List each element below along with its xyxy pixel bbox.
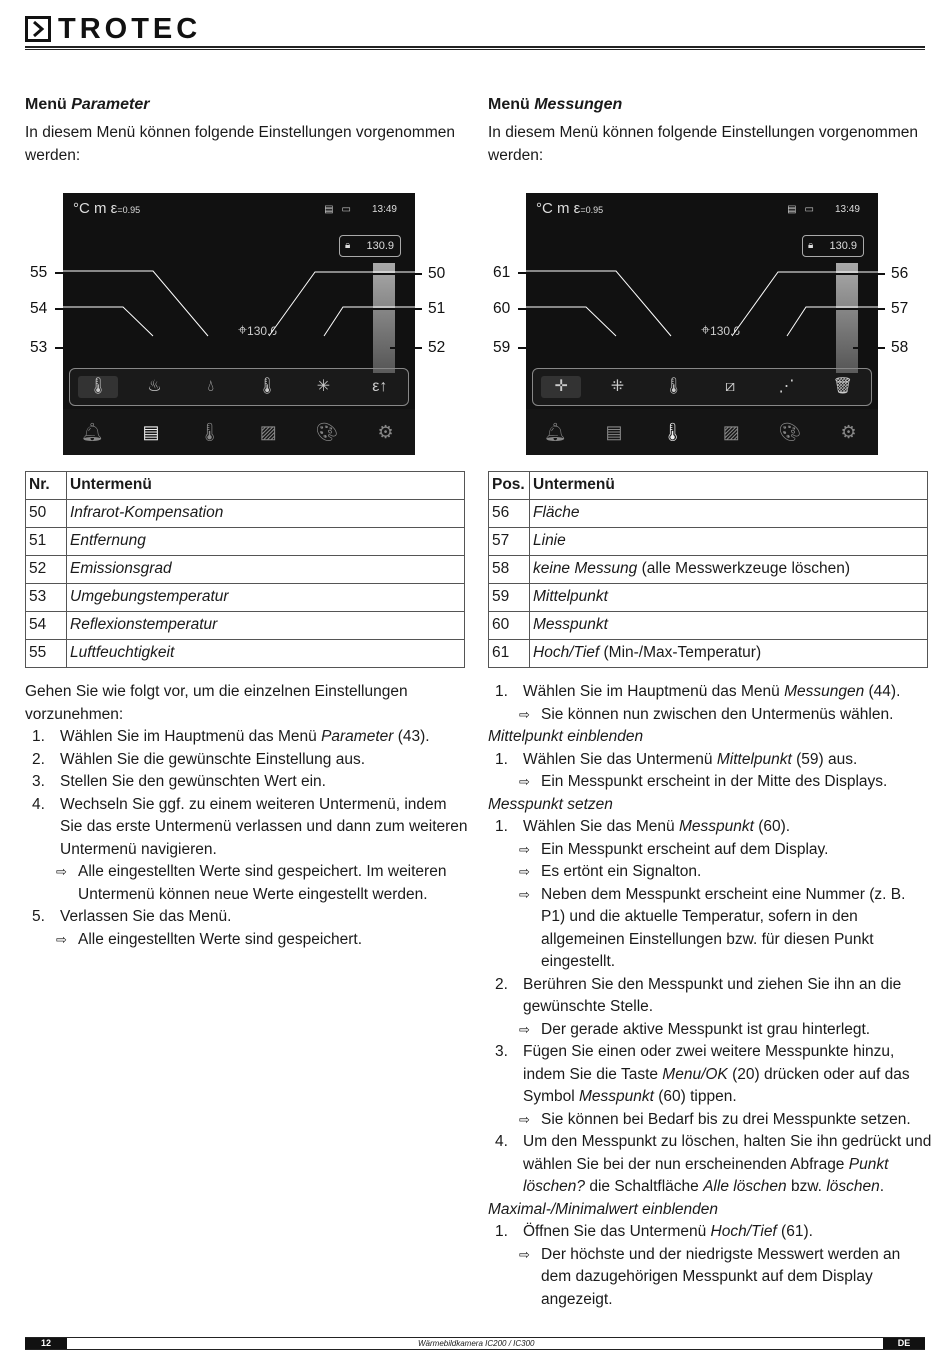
device-screenshot — [25, 167, 465, 452]
infrared-icon[interactable]: ✳ — [316, 377, 331, 395]
callout-lines — [488, 167, 928, 452]
page-number: 12 — [25, 1338, 67, 1349]
step-result: ⇨ Der höchste und der niedrigste Messwert werden an dem dazugehörigen Messpunkt auf dem Display angezeigt. — [519, 1245, 901, 1308]
table-row — [489, 612, 928, 640]
row-label: Mittelpunkt — [530, 584, 928, 612]
table-row — [489, 640, 928, 668]
left-instructions — [25, 681, 470, 951]
lock-icon: 🔒︎ — [345, 240, 351, 251]
crosshair-readout: ⌖130.6 — [701, 322, 741, 339]
callout-label: 52 — [428, 339, 446, 356]
header-nr: Nr. — [26, 472, 67, 500]
callout-label: 60 — [493, 300, 511, 317]
result-arrow-icon: ⇨ — [519, 864, 530, 879]
row-nr: 56 — [489, 500, 530, 528]
step-result: ⇨ Der gerade aktive Messpunkt ist grau hinterlegt. — [488, 1019, 933, 1042]
row-label: keine Messung (alle Messwerkzeuge löschen) — [530, 556, 928, 584]
hi-lo-icon[interactable]: 🌡︎ — [663, 377, 684, 395]
callout-label: 54 — [30, 300, 48, 317]
area-icon[interactable]: ⧄ — [725, 377, 736, 395]
table-header-row — [489, 472, 928, 500]
row-nr: 50 — [26, 500, 67, 528]
device-screenshot — [488, 167, 928, 452]
thermometer-icon[interactable]: 🌡︎ — [661, 421, 685, 442]
row-nr: 52 — [26, 556, 67, 584]
clock: 13:49 — [371, 204, 397, 215]
crosshair-icon: ⌖ — [238, 322, 248, 339]
row-nr: 57 — [489, 528, 530, 556]
parameter-icon[interactable]: ▤ — [605, 421, 623, 442]
image-icon[interactable]: ▨ — [722, 421, 740, 442]
step-result: ⇨ Neben dem Messpunkt erscheint eine Nummer (z. B. P1) und die aktuelle Temperatur, sofern in den allgemeinen Einstellungen bzw. für diesen Punkt eingestellt. — [519, 885, 906, 970]
step-2: 2. Berühren Sie den Messpunkt und ziehen Sie ihn an die gewünschte Stelle. — [495, 975, 902, 1015]
left-column — [25, 94, 465, 452]
status-units: °C m ε=0.95 — [73, 200, 141, 217]
settings-icon[interactable]: ⚙ — [377, 421, 394, 442]
step-1: 1. Wählen Sie im Hauptmenü das Menü Messungen (44). — [495, 683, 901, 700]
result-arrow-icon: ⇨ — [519, 841, 530, 857]
row-label: Linie — [530, 528, 928, 556]
clock: 13:49 — [834, 204, 860, 215]
row-label: Emissionsgrad — [67, 556, 465, 584]
status-units: °C m ε=0.95 — [536, 200, 604, 217]
row-label: Infrarot-Kompensation — [67, 500, 465, 528]
callout-label: 59 — [493, 339, 511, 356]
lock-icon: 🔒︎ — [808, 240, 814, 251]
step-4: 4. Um den Messpunkt zu löschen, halten Sie ihn gedrückt und wählen Sie bei der nun erscheinenden Abfrage Punkt löschen? die Schaltfläche Alle löschen bzw. löschen. — [495, 1133, 932, 1195]
callout-label: 55 — [30, 264, 48, 281]
header-pos: Pos. — [489, 472, 530, 500]
intro-text: In diesem Menü können folgende Einstellungen vorgenommen werden: — [488, 124, 918, 164]
row-label: Entfernung — [67, 528, 465, 556]
palette-icon[interactable]: 🎨︎ — [778, 421, 802, 442]
callout-label: 56 — [891, 265, 909, 282]
result-arrow-icon: ⇨ — [519, 1246, 530, 1262]
result-arrow-icon: ⇨ — [519, 1111, 530, 1127]
page-header — [25, 13, 925, 52]
instructions-intro: Gehen Sie wie folgt vor, um die einzelnen Einstellungen vorzunehmen: — [25, 683, 408, 723]
crosshair-readout: ⌖130.6 — [238, 322, 278, 339]
result-arrow-icon: ⇨ — [56, 931, 67, 947]
trash-icon[interactable]: 🗑︎ — [832, 377, 853, 395]
step-4: 4. Wechseln Sie ggf. zu einem weiteren Untermenü, indem Sie das erste Untermenü verlassen und dann zum weiteren Untermenü navigieren. — [32, 795, 468, 858]
step-1: 1. Wählen Sie das Menü Messpunkt (60). — [495, 818, 791, 835]
right-instructions — [488, 681, 933, 1311]
step-5: 5. Verlassen Sie das Menü. — [32, 908, 232, 925]
step-3: 3. Fügen Sie einen oder zwei weitere Messpunkte hinzu, indem Sie die Taste Menu/OK (20) drücken oder auf das Symbol Messpunkt (60) tippen. — [495, 1043, 910, 1105]
language-badge: DE — [883, 1338, 925, 1349]
page-footer — [25, 1337, 925, 1350]
ambient-temp-icon[interactable]: 🌡︎ — [256, 377, 278, 395]
emissivity-icon[interactable]: ε↑ — [372, 377, 388, 395]
row-nr: 53 — [26, 584, 67, 612]
row-nr: 60 — [489, 612, 530, 640]
step-1-result: ⇨ Sie können nun zwischen den Untermenüs wählen. — [488, 704, 933, 727]
submenu-table-messungen — [488, 471, 928, 668]
table-row — [489, 500, 928, 528]
palette-icon[interactable]: 🎨︎ — [315, 421, 339, 442]
table-row — [489, 556, 928, 584]
row-nr: 54 — [26, 612, 67, 640]
row-label: Reflexionstemperatur — [67, 612, 465, 640]
logo-mark — [25, 16, 51, 42]
row-nr: 51 — [26, 528, 67, 556]
header-untermenu: Untermenü — [530, 472, 928, 500]
row-label: Messpunkt — [530, 612, 928, 640]
crosshair-icon: ⌖ — [701, 322, 711, 339]
thermometer-icon[interactable]: 🌡︎ — [198, 421, 222, 442]
bell-icon[interactable]: 🔔︎ — [543, 421, 567, 442]
table-row — [489, 528, 928, 556]
step-result: ⇨ Es ertönt ein Signalton. — [488, 861, 933, 884]
row-label: Luftfeuchtigkeit — [67, 640, 465, 668]
submenu-table-parameter — [25, 471, 465, 668]
step-4-result: ⇨ Alle eingestellten Werte sind gespeichert. Im weiteren Untermenü können neue Werte eingestellt werden. — [56, 863, 447, 903]
section-heading-mittelpunkt: Mittelpunkt einblenden — [488, 728, 644, 745]
header-rule — [25, 46, 925, 50]
reflection-icon[interactable]: ♨ — [147, 377, 162, 395]
spot-icon[interactable]: ⁜ — [610, 377, 625, 395]
lock-value: 🔒︎ 130.9 — [802, 235, 864, 257]
step-5-result: ⇨ Alle eingestellten Werte sind gespeichert. — [25, 929, 470, 952]
menu-title-parameter: Menü Parameter — [25, 96, 150, 113]
bell-icon[interactable]: 🔔︎ — [80, 421, 104, 442]
line-icon[interactable]: ⋰ — [778, 377, 795, 395]
result-arrow-icon: ⇨ — [519, 1021, 530, 1037]
callout-label: 53 — [30, 339, 48, 356]
step-2: 2. Wählen Sie die gewünschte Einstellung aus. — [32, 750, 366, 768]
step-1: 1. Wählen Sie im Hauptmenü das Menü Parameter (43). — [32, 728, 430, 745]
step-1: 1. Wählen Sie das Untermenü Mittelpunkt (59) aus. — [495, 750, 858, 768]
callout-label: 61 — [493, 264, 511, 281]
result-arrow-icon: ⇨ — [519, 706, 530, 722]
row-label: Umgebungstemperatur — [67, 584, 465, 612]
table-row — [26, 612, 465, 640]
table-row — [26, 500, 465, 528]
logo-text: TROTEC — [58, 13, 202, 45]
humidity-icon[interactable]: 💧︎ — [207, 377, 215, 395]
row-nr: 55 — [26, 640, 67, 668]
header-untermenu: Untermenü — [67, 472, 465, 500]
row-label: Hoch/Tief (Min-/Max-Temperatur) — [530, 640, 928, 668]
callout-label: 50 — [428, 265, 446, 282]
image-icon[interactable]: ▨ — [259, 421, 277, 442]
menu-title-messungen: Menü Messungen — [488, 96, 623, 113]
sd-battery-icons: ▤▭ — [324, 204, 359, 215]
step-1: 1. Öffnen Sie das Untermenü Hoch/Tief (61). — [495, 1223, 813, 1240]
table-row — [489, 584, 928, 612]
table-row — [26, 584, 465, 612]
lock-value: 🔒︎ 130.9 — [339, 235, 401, 257]
settings-icon[interactable]: ⚙ — [840, 421, 857, 442]
result-arrow-icon: ⇨ — [519, 774, 530, 789]
section-heading-maxmin: Maximal-/Minimalwert einblenden — [488, 1200, 719, 1218]
step-result: ⇨ Sie können bei Bedarf bis zu drei Messpunkte setzen. — [488, 1109, 933, 1132]
center-point-icon[interactable]: ✛ — [541, 376, 581, 399]
callout-label: 51 — [428, 300, 446, 317]
row-nr: 61 — [489, 640, 530, 668]
intro-text: In diesem Menü können folgende Einstellungen vorgenommen werden: — [25, 124, 455, 164]
row-nr: 59 — [489, 584, 530, 612]
right-column — [488, 94, 928, 452]
callout-label: 57 — [891, 300, 909, 317]
footer-title: Wärmebildkamera IC200 / IC300 — [418, 1339, 535, 1348]
parameter-icon[interactable]: ▤ — [142, 421, 160, 442]
callout-lines — [25, 167, 465, 452]
row-label: Fläche — [530, 500, 928, 528]
result-arrow-icon: ⇨ — [56, 864, 67, 879]
row-nr: 58 — [489, 556, 530, 584]
callout-label: 58 — [891, 339, 909, 356]
sd-battery-icons: ▤▭ — [787, 204, 822, 215]
step-result: ⇨ Ein Messpunkt erscheint in der Mitte des Displays. — [488, 771, 933, 794]
table-row — [26, 556, 465, 584]
step-result: ⇨ Ein Messpunkt erscheint auf dem Display. — [488, 839, 933, 862]
table-header-row — [26, 472, 465, 500]
table-row — [26, 528, 465, 556]
section-heading-messpunkt: Messpunkt setzen — [488, 795, 613, 813]
thermometer-icon[interactable]: 🌡︎ — [78, 376, 118, 399]
result-arrow-icon: ⇨ — [519, 886, 530, 902]
table-row — [26, 640, 465, 668]
step-3: 3. Stellen Sie den gewünschten Wert ein. — [32, 773, 326, 790]
